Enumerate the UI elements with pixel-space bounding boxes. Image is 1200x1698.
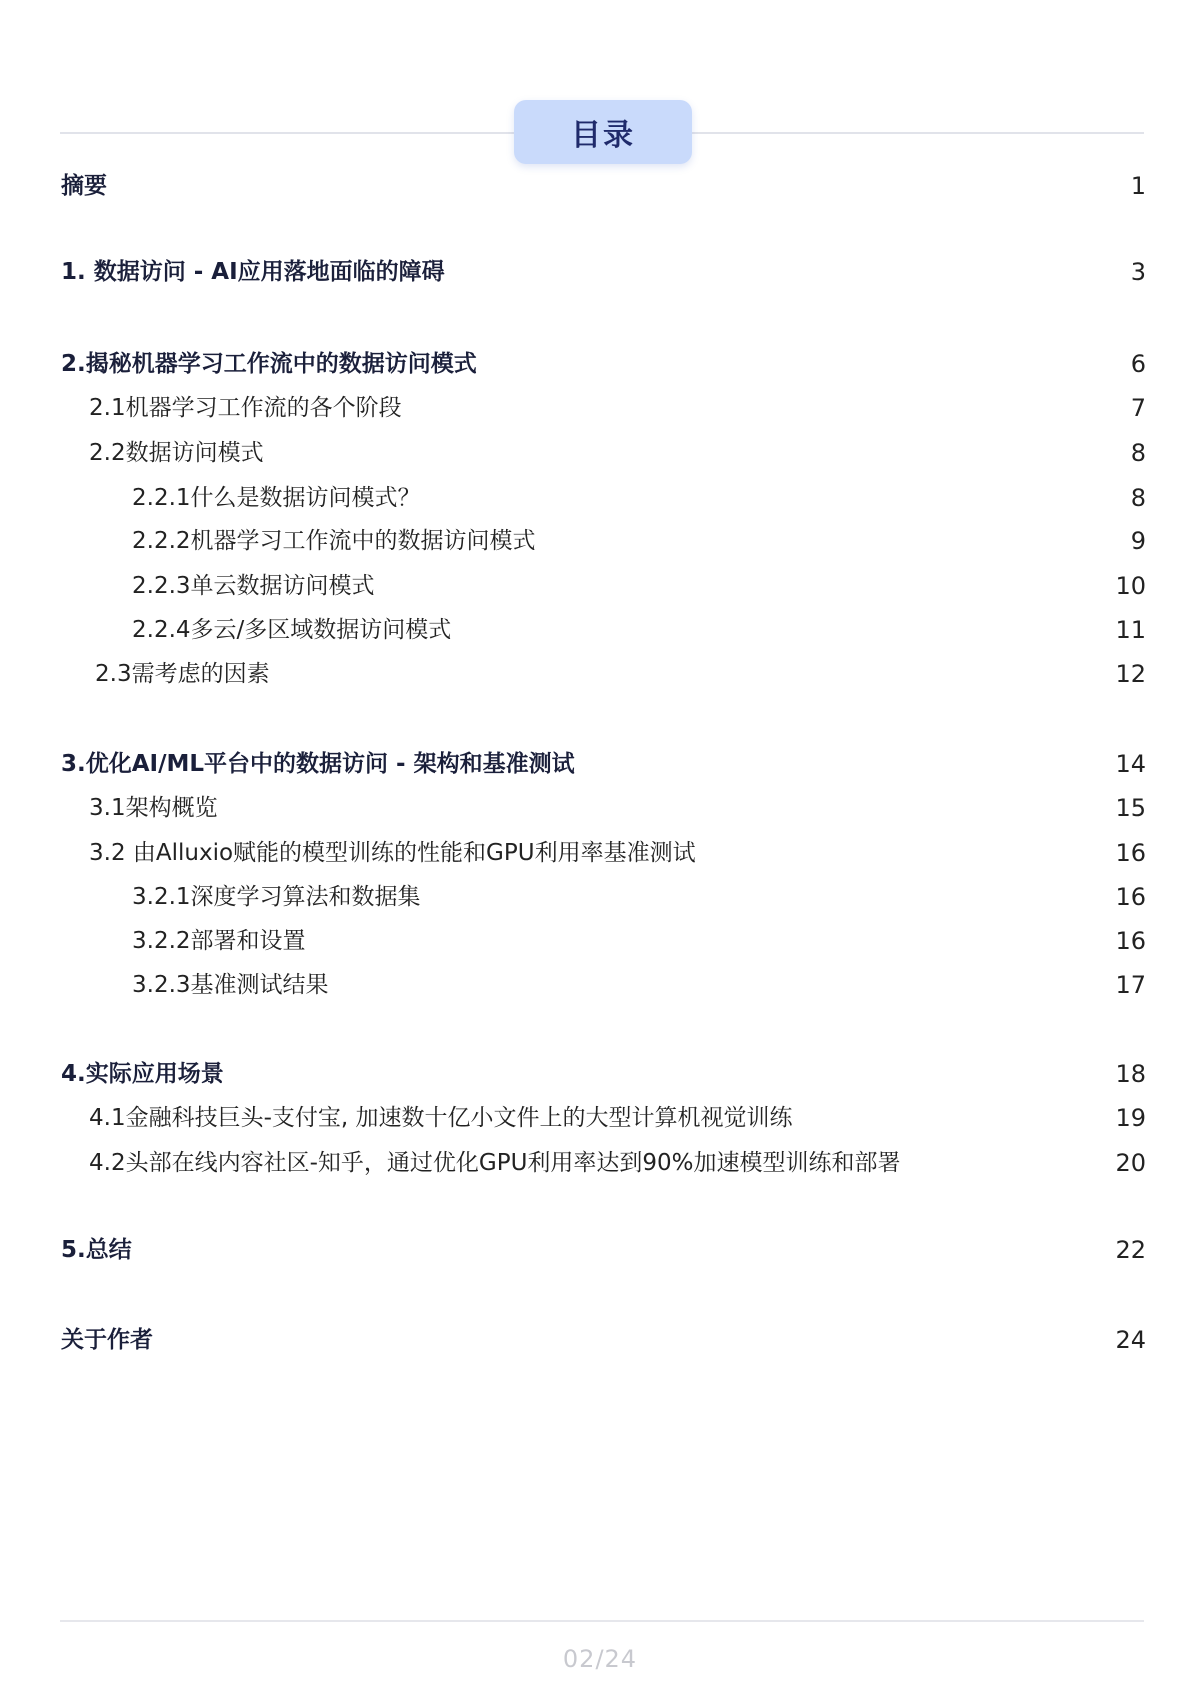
toc-entry-label: 3.优化AI/ML平台中的数据访问 - 架构和基准测试: [61, 751, 575, 777]
toc-entry-3-2-1[interactable]: [0, 877, 1200, 917]
toc-entry-label: 3.2.1深度学习算法和数据集: [132, 884, 421, 910]
footer-divider: [60, 1620, 1144, 1622]
toc-entry-2-2[interactable]: [0, 433, 1200, 473]
toc-entry-page: 14: [1115, 750, 1146, 778]
toc-entry-label: 2.2.1什么是数据访问模式？: [132, 485, 421, 511]
toc-entry-page: 10: [1115, 572, 1146, 600]
toc-entry-page: 17: [1115, 971, 1146, 999]
toc-entry-label: 2.揭秘机器学习工作流中的数据访问模式: [61, 351, 477, 377]
toc-entry-page: 16: [1115, 883, 1146, 911]
toc-entry-label: 2.3需考虑的因素: [95, 661, 270, 687]
toc-entry-label: 2.2.2机器学习工作流中的数据访问模式: [132, 528, 536, 554]
toc-entry-page: 11: [1115, 616, 1146, 644]
toc-entry-label: 关于作者: [61, 1327, 153, 1353]
toc-entry-page: 16: [1115, 839, 1146, 867]
toc-entry-page: 1: [1130, 172, 1146, 200]
page-title: 目录: [514, 100, 692, 164]
toc-entry-2-3[interactable]: [0, 654, 1200, 694]
toc-entry-page: 15: [1115, 794, 1146, 822]
toc-entry-2-2-2[interactable]: [0, 521, 1200, 561]
toc-entry-page: 16: [1115, 927, 1146, 955]
toc-entry-page: 19: [1115, 1104, 1146, 1132]
toc-entry-2-2-1[interactable]: [0, 478, 1200, 518]
toc-entry-abstract[interactable]: [0, 166, 1200, 206]
toc-entry-label: 3.2 由Alluxio赋能的模型训练的性能和GPU利用率基准测试: [89, 840, 696, 866]
toc-entry-label: 4.2头部在线内容社区-知乎，通过优化GPU利用率达到90%加速模型训练和部署: [89, 1150, 901, 1176]
toc-entry-label: 3.2.3基准测试结果: [132, 972, 329, 998]
toc-entry-2-2-4[interactable]: [0, 610, 1200, 650]
toc-entry-label: 3.1架构概览: [89, 795, 218, 821]
toc-entry-section-3[interactable]: [0, 744, 1200, 784]
toc-entry-page: 18: [1115, 1060, 1146, 1088]
toc-entry-label: 摘要: [61, 173, 107, 199]
toc-entry-3-2-3[interactable]: [0, 965, 1200, 1005]
toc-entry-label: 3.2.2部署和设置: [132, 928, 306, 954]
toc-entry-2-2-3[interactable]: [0, 566, 1200, 606]
toc-entry-page: 7: [1130, 394, 1146, 422]
toc-entry-page: 3: [1130, 258, 1146, 286]
page-indicator: 02/24: [562, 1645, 638, 1673]
toc-entry-about-author[interactable]: [0, 1320, 1200, 1360]
toc-entry-label: 4.1金融科技巨头-支付宝, 加速数十亿小文件上的大型计算机视觉训练: [89, 1105, 793, 1131]
toc-entry-label: 2.2.3单云数据访问模式: [132, 573, 375, 599]
toc-entry-section-4[interactable]: [0, 1054, 1200, 1094]
toc-entry-section-1[interactable]: [0, 252, 1200, 292]
toc-entry-page: 24: [1115, 1326, 1146, 1354]
toc-entry-3-2-2[interactable]: [0, 921, 1200, 961]
toc-entry-label: 2.2数据访问模式: [89, 440, 264, 466]
toc-entry-section-2[interactable]: [0, 344, 1200, 384]
toc-entry-4-1[interactable]: [0, 1098, 1200, 1138]
toc-entry-3-1[interactable]: [0, 788, 1200, 828]
toc-entry-page: 22: [1115, 1236, 1146, 1264]
toc-entry-page: 6: [1130, 350, 1146, 378]
toc-entry-page: 20: [1115, 1149, 1146, 1177]
toc-entry-3-2[interactable]: [0, 833, 1200, 873]
toc-entry-label: 2.2.4多云/多区域数据访问模式: [132, 617, 452, 643]
toc-entry-page: 12: [1115, 660, 1146, 688]
toc-entry-label: 1. 数据访问 - AI应用落地面临的障碍: [61, 259, 445, 285]
toc-entry-section-5[interactable]: [0, 1230, 1200, 1270]
toc-entry-page: 8: [1130, 439, 1146, 467]
toc-entry-label: 2.1机器学习工作流的各个阶段: [89, 395, 402, 421]
toc-entry-2-1[interactable]: [0, 388, 1200, 428]
toc-entry-label: 5.总结: [61, 1237, 132, 1263]
toc-entry-page: 8: [1130, 484, 1146, 512]
toc-entry-label: 4.实际应用场景: [61, 1061, 224, 1087]
toc-entry-4-2[interactable]: [0, 1143, 1200, 1183]
toc-entry-page: 9: [1130, 527, 1146, 555]
